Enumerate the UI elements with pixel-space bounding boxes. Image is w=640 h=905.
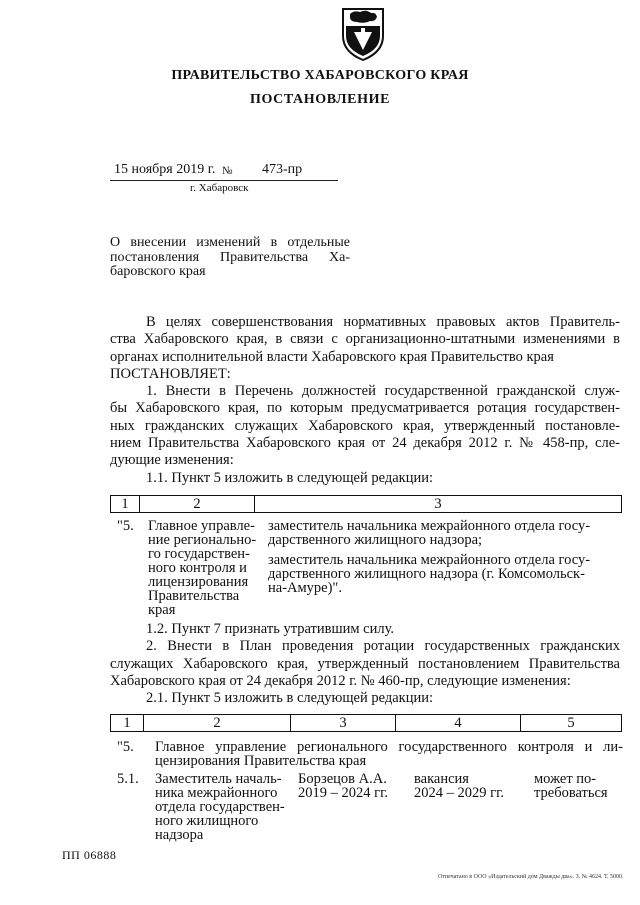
- table2-row-number: "5.: [117, 739, 134, 755]
- table2-org-title: Главное управление регионального государственного контроля и ли- цензирования Правительства края: [155, 739, 623, 769]
- table1-org-name: Главное управле- ние регионально- го государствен- ного контроля и лицензирования Правительства края: [148, 518, 257, 618]
- table2-vacancy: вакансия 2024 – 2029 гг.: [414, 771, 505, 801]
- print-note: Отпечатано в ООО «Издательский дом Дважды два». З. № 4624. Т. 5000.: [438, 874, 624, 880]
- decree-number: 473-пр: [262, 162, 303, 177]
- table1-position-2: заместитель начальника межрайонного отдела госу- дарственного жилищного надзора (г. Комсомольск- на-Амуре)".: [268, 552, 591, 596]
- table1-position-1: заместитель начальника межрайонного отдела госу- дарственного жилищного надзора;: [268, 518, 591, 548]
- table2-position: Заместитель началь- ника межрайонного отдела государствен- ного жилищного надзора: [155, 771, 285, 843]
- table1-row-number: "5.: [117, 518, 134, 534]
- decree-date: 15 ноября 2019 г.: [114, 162, 216, 177]
- clauses-1-2-and-2: 1.2. Пункт 7 признать утратившим силу. 2. Внести в План проведения ротации государственных гражданских служащих Хабаровского края, утвержденный постановлением Правительства Хабаровского края от 24 декабря 2012 г. № 460-пр, следующие изменения: 2.1. Пункт 5 изложить в следующей редакции:: [110, 621, 620, 707]
- table2-person: Борзецов А.А. 2019 – 2024 гг.: [298, 771, 389, 801]
- table2-sub-number: 5.1.: [117, 771, 139, 787]
- government-title: ПРАВИТЕЛЬСТВО ХАБАРОВСКОГО КРАЯ: [171, 68, 469, 83]
- decree-subject: О внесении изменений в отдельные постановления Правительства Ха- баровского края: [110, 235, 350, 279]
- preamble-and-clause-1: В целях совершенствования нормативных правовых актов Правитель- ства Хабаровского края, в связи с организационно-штатными изменениями в органах исполнительной власти Хабаровского края Правительство края ПОСТАНОВЛЯЕТ: 1. Внести в Перечень должностей государственной гражданской служ- бы Хабаровского края, по которым предусматривается ротация государствен- ных гражданских служащих Хабаровского края, утвержденный постановле- нием Правительства Хабаровского края от 24 декабря 2012 г. № 458-пр, сле- дующие изменения: 1.1. Пункт 5 изложить в следующей редакции:: [110, 314, 620, 486]
- table2-may-be-needed: может по- требоваться: [534, 771, 608, 801]
- resolves-label: ПОСТАНОВЛЯЕТ:: [110, 365, 231, 382]
- number-label: №: [222, 165, 233, 177]
- table1-header: 1 2 3: [110, 495, 622, 513]
- city-label: г. Хабаровск: [190, 182, 249, 194]
- table2-header: 1 2 3 4 5: [110, 714, 622, 732]
- date-number-line: [110, 162, 338, 181]
- coat-of-arms-icon: [340, 6, 386, 62]
- document-type-title: ПОСТАНОВЛЕНИЕ: [249, 92, 391, 107]
- document-code: ПП 06888: [62, 848, 117, 862]
